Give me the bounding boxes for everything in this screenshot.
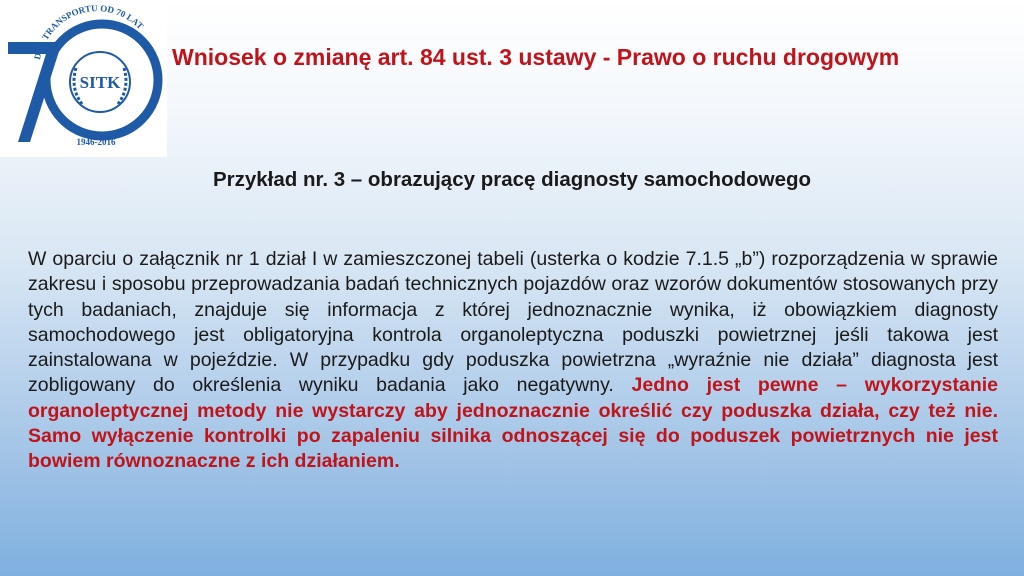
paragraph-normal-text: W oparciu o załącznik nr 1 dział I w zamieszczonej tabeli (usterka o kodzie 7.1.5 „b”) rozporządzenia w sprawie zakresu i sposobu przeprowadzania badań technicznych pojazdów oraz wzorów dokumentów stosowanych przy tych badaniach, znajduje się informacja z której jednoznacznie wynika, iż obowiązkiem diagnosty samochodowego jest obligatoryjna kontrola organoleptyczna poduszki powietrznej jeśli takowa jest zainstalowana w pojeździe. W przypadku gdy poduszka powietrzna „wyraźnie nie działa” diagnosta jest zobligowany do określenia wyniku badania jako negatywny. [28,248,998,397]
paragraph-emphasis-text: Jedno jest pewne – wykorzystanie organoleptycznej metody nie wystarczy aby jednoznacznie określić czy poduszka działa, czy też nie. Samo wyłączenie kontrolki po zapaleniu silnika odnoszącej się do poduszek powietrznych nie jest bowiem równoznaczne z ich działaniem. [28,374,998,473]
logo-arc-text: DLA TRANSPORTU OD 70 LAT [32,3,146,61]
logo-graphic [0,0,167,157]
body-paragraph [28,247,998,475]
slide-subtitle: Przykład nr. 3 – obrazujący pracę diagnosty samochodowego [212,168,812,191]
emblem-text: SITK [79,73,121,92]
page-title: Wniosek o zmianę art. 84 ust. 3 ustawy - Prawo o ruchu drogowym [172,44,900,70]
sitk-70-logo [0,0,167,157]
logo-years: 1946-2016 [76,137,116,147]
